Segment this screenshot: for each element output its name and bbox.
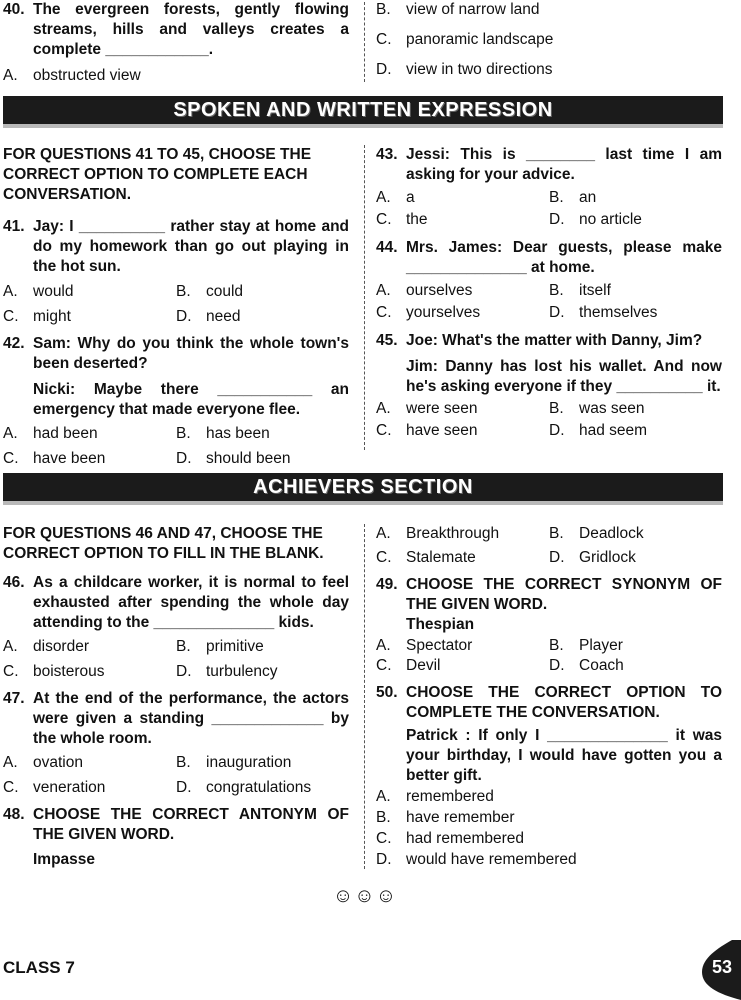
option-a[interactable] [376, 636, 549, 656]
option-letter: C. [3, 779, 19, 796]
question-45 [376, 331, 722, 351]
question-text: As a childcare worker, it is normal to feel exhausted after spending the whole day attending to the ______________ kids. [33, 574, 349, 631]
option-letter: C. [376, 31, 392, 48]
page-number: 53 [711, 957, 733, 977]
option-text: remembered [406, 788, 494, 805]
option-letter: A. [376, 525, 391, 542]
option-letter: A. [376, 637, 391, 654]
option-text: ovation [33, 754, 83, 771]
option-b[interactable] [549, 524, 722, 544]
question-reply: Jim: Danny has lost his wallet. And now he's asking everyone if they __________ it. [406, 358, 722, 395]
question-text: Jessi: This is ________ last time I am asking for your advice. [406, 146, 722, 183]
option-text: Player [579, 637, 623, 654]
options-row [3, 662, 349, 682]
option-b[interactable] [376, 808, 722, 828]
option-c[interactable] [376, 30, 722, 50]
section2-right-column [376, 524, 722, 870]
question-text: CHOOSE THE CORRECT ANTONYM OF THE GIVEN WORD. [33, 806, 349, 843]
given-word: Impasse [33, 851, 96, 868]
option-letter: D. [549, 549, 565, 566]
option-d[interactable] [176, 449, 349, 469]
option-text: panoramic landscape [406, 31, 554, 48]
option-d[interactable] [176, 778, 349, 798]
option-text: itself [579, 282, 611, 299]
option-d[interactable] [376, 60, 722, 80]
option-text: inauguration [206, 754, 292, 771]
option-b[interactable] [549, 399, 722, 419]
option-d[interactable] [549, 210, 722, 230]
option-text: have been [33, 450, 106, 467]
option-c[interactable] [376, 656, 549, 676]
option-text: themselves [579, 304, 658, 321]
question-48 [3, 805, 349, 845]
option-text: would [33, 283, 74, 300]
option-text: could [206, 283, 244, 300]
option-text: obstructed view [33, 67, 141, 84]
option-letter: C. [376, 657, 392, 674]
option-text: primitive [206, 638, 264, 655]
option-text: was seen [579, 400, 645, 417]
option-letter: B. [549, 189, 564, 206]
option-text: disorder [33, 638, 89, 655]
question-number: 48. [3, 806, 25, 823]
question-49 [376, 575, 722, 615]
question-text: At the end of the performance, the actors were given a standing _____________ by the whole room. [33, 690, 349, 747]
column-divider [364, 2, 365, 82]
option-letter: D. [176, 308, 192, 325]
option-a[interactable] [3, 66, 349, 86]
options-row [3, 778, 349, 798]
options-row [376, 636, 722, 656]
question-text: Sam: Why do you think the whole town's been deserted? [33, 335, 349, 372]
option-a[interactable] [376, 188, 549, 208]
question-47 [3, 689, 349, 749]
options-row [3, 637, 349, 657]
option-text: have seen [406, 422, 478, 439]
question-text: Joe: What's the matter with Danny, Jim? [406, 332, 703, 349]
options-row [376, 281, 722, 301]
option-b[interactable] [176, 282, 349, 302]
options-row [376, 399, 722, 419]
option-letter: B. [376, 809, 391, 826]
option-letter: A. [3, 283, 18, 300]
option-text: no article [579, 211, 642, 228]
question-42 [3, 334, 349, 374]
option-b[interactable] [176, 424, 349, 444]
options-row [3, 753, 349, 773]
question-41 [3, 217, 349, 277]
option-letter: B. [549, 400, 564, 417]
option-text: Breakthrough [406, 525, 500, 542]
option-text: Deadlock [579, 525, 644, 542]
question-40-left [3, 0, 349, 86]
section1-right-column [376, 145, 722, 441]
option-letter: C. [3, 308, 19, 325]
option-letter: C. [3, 663, 19, 680]
option-d[interactable] [176, 307, 349, 327]
option-c[interactable] [376, 548, 549, 568]
options-row [376, 524, 722, 544]
option-d[interactable] [549, 656, 722, 676]
option-letter: B. [376, 1, 391, 18]
question-number: 49. [376, 576, 398, 593]
option-text: Coach [579, 657, 624, 674]
option-letter: D. [176, 663, 192, 680]
option-letter: D. [549, 304, 565, 321]
options-row [376, 303, 722, 323]
section-banner-achievers: ACHIEVERS SECTION [3, 473, 723, 505]
option-text: have remember [406, 809, 515, 826]
options-row [3, 449, 349, 469]
option-a[interactable] [376, 281, 549, 301]
option-text: had remembered [406, 830, 525, 847]
options-row [376, 210, 722, 230]
option-text: Spectator [406, 637, 473, 654]
option-letter: B. [549, 637, 564, 654]
section2-left-column [3, 524, 349, 870]
option-a[interactable] [376, 399, 549, 419]
option-letter: C. [376, 304, 392, 321]
given-word: Thespian [406, 616, 475, 633]
question-number: 42. [3, 335, 25, 352]
class-label: CLASS 7 [3, 958, 75, 977]
option-a[interactable] [3, 424, 176, 444]
option-c[interactable] [3, 662, 176, 682]
option-letter: A. [3, 425, 18, 442]
option-text: has been [206, 425, 270, 442]
option-b[interactable] [549, 636, 722, 656]
question-text: Mrs. James: Dear guests, please make ______________ at home. [406, 239, 722, 276]
option-letter: C. [376, 211, 392, 228]
question-number: 45. [376, 332, 398, 349]
option-letter: D. [176, 450, 192, 467]
option-a[interactable] [3, 282, 176, 302]
option-c[interactable] [3, 778, 176, 798]
question-46 [3, 573, 349, 633]
option-text: a [406, 189, 415, 206]
option-text: ourselves [406, 282, 473, 299]
question-number: 40. [3, 1, 25, 18]
column-divider [364, 145, 365, 450]
option-d[interactable] [549, 303, 722, 323]
option-letter: B. [549, 282, 564, 299]
option-letter: B. [176, 425, 191, 442]
option-c[interactable] [3, 449, 176, 469]
option-text: Stalemate [406, 549, 476, 566]
options-row [376, 421, 722, 441]
question-text: CHOOSE THE CORRECT SYNONYM OF THE GIVEN WORD. [406, 576, 722, 613]
options-row [3, 307, 349, 327]
option-c[interactable] [376, 829, 722, 849]
option-letter: D. [549, 422, 565, 439]
question-text: The evergreen forests, gently flowing streams, hills and valleys creates a complete ____________. [33, 1, 349, 58]
question-number: 46. [3, 574, 25, 591]
question-number: 50. [376, 684, 398, 701]
option-letter: C. [376, 422, 392, 439]
option-b[interactable] [176, 753, 349, 773]
option-c[interactable] [3, 307, 176, 327]
option-d[interactable] [176, 662, 349, 682]
option-letter: C. [3, 450, 19, 467]
option-c[interactable] [376, 210, 549, 230]
option-letter: A. [376, 788, 391, 805]
options-row [3, 282, 349, 302]
options-row [376, 188, 722, 208]
option-letter: C. [376, 549, 392, 566]
option-letter: A. [3, 754, 18, 771]
question-text: CHOOSE THE CORRECT OPTION TO COMPLETE THE CONVERSATION. [406, 684, 722, 721]
option-text: veneration [33, 779, 106, 796]
question-number: 47. [3, 690, 25, 707]
question-number: 43. [376, 146, 398, 163]
option-text: yourselves [406, 304, 481, 321]
option-d[interactable] [549, 421, 722, 441]
option-text: should been [206, 450, 291, 467]
option-text: might [33, 308, 71, 325]
option-text: the [406, 211, 428, 228]
question-43 [376, 145, 722, 185]
question-number: 44. [376, 239, 398, 256]
question-44 [376, 238, 722, 278]
option-text: Gridlock [579, 549, 636, 566]
options-row [376, 548, 722, 568]
option-text: congratulations [206, 779, 312, 796]
option-b[interactable] [549, 281, 722, 301]
question-reply: Nicki: Maybe there ___________ an emergency that made everyone flee. [33, 381, 349, 418]
option-letter: B. [176, 638, 191, 655]
smiley-icons: ☺☺☺ [332, 885, 398, 907]
option-d[interactable] [549, 548, 722, 568]
option-a[interactable] [376, 524, 549, 544]
section-instruction: FOR QUESTIONS 46 AND 47, CHOOSE THE CORRECT OPTION TO FILL IN THE BLANK. [3, 525, 324, 562]
option-text: an [579, 189, 597, 206]
option-letter: A. [376, 282, 391, 299]
option-text: had seem [579, 422, 648, 439]
column-divider [364, 524, 365, 869]
option-b[interactable] [549, 188, 722, 208]
option-text: would have remembered [406, 851, 577, 868]
option-letter: D. [549, 657, 565, 674]
options-row [3, 424, 349, 444]
option-letter: D. [176, 779, 192, 796]
option-text: turbulency [206, 663, 278, 680]
options-row [376, 656, 722, 676]
option-letter: B. [176, 754, 191, 771]
question-reply: Patrick : If only I ______________ it was your birthday, I would have gotten you a better gift. [406, 727, 722, 784]
section-banner-spoken-written: SPOKEN AND WRITTEN EXPRESSION [3, 96, 723, 128]
option-text: Devil [406, 657, 441, 674]
option-b[interactable] [176, 637, 349, 657]
option-letter: A. [376, 189, 391, 206]
option-d[interactable] [376, 850, 722, 870]
option-text: boisterous [33, 663, 105, 680]
option-letter: A. [3, 638, 18, 655]
option-text: view in two directions [406, 61, 553, 78]
option-c[interactable] [376, 303, 549, 323]
option-letter: B. [549, 525, 564, 542]
option-letter: B. [176, 283, 191, 300]
question-40 [3, 0, 349, 60]
option-letter: D. [376, 61, 392, 78]
option-a[interactable] [376, 787, 722, 807]
option-letter: C. [376, 830, 392, 847]
option-letter: D. [376, 851, 392, 868]
question-text: Jay: I __________ rather stay at home and do my homework than go out playing in the hot sun. [33, 218, 349, 275]
option-c[interactable] [376, 421, 549, 441]
question-50 [376, 683, 722, 723]
option-letter: D. [549, 211, 565, 228]
option-b[interactable] [376, 0, 722, 20]
option-letter: A. [3, 67, 18, 84]
section1-left-column [3, 145, 349, 469]
option-a[interactable] [3, 753, 176, 773]
option-letter: A. [376, 400, 391, 417]
option-text: were seen [406, 400, 478, 417]
option-text: view of narrow land [406, 1, 540, 18]
option-text: need [206, 308, 241, 325]
section-instruction: FOR QUESTIONS 41 TO 45, CHOOSE THE CORRECT OPTION TO COMPLETE EACH CONVERSATION. [3, 146, 312, 203]
option-text: had been [33, 425, 98, 442]
question-number: 41. [3, 218, 25, 235]
option-a[interactable] [3, 637, 176, 657]
question-40-right [376, 0, 722, 80]
